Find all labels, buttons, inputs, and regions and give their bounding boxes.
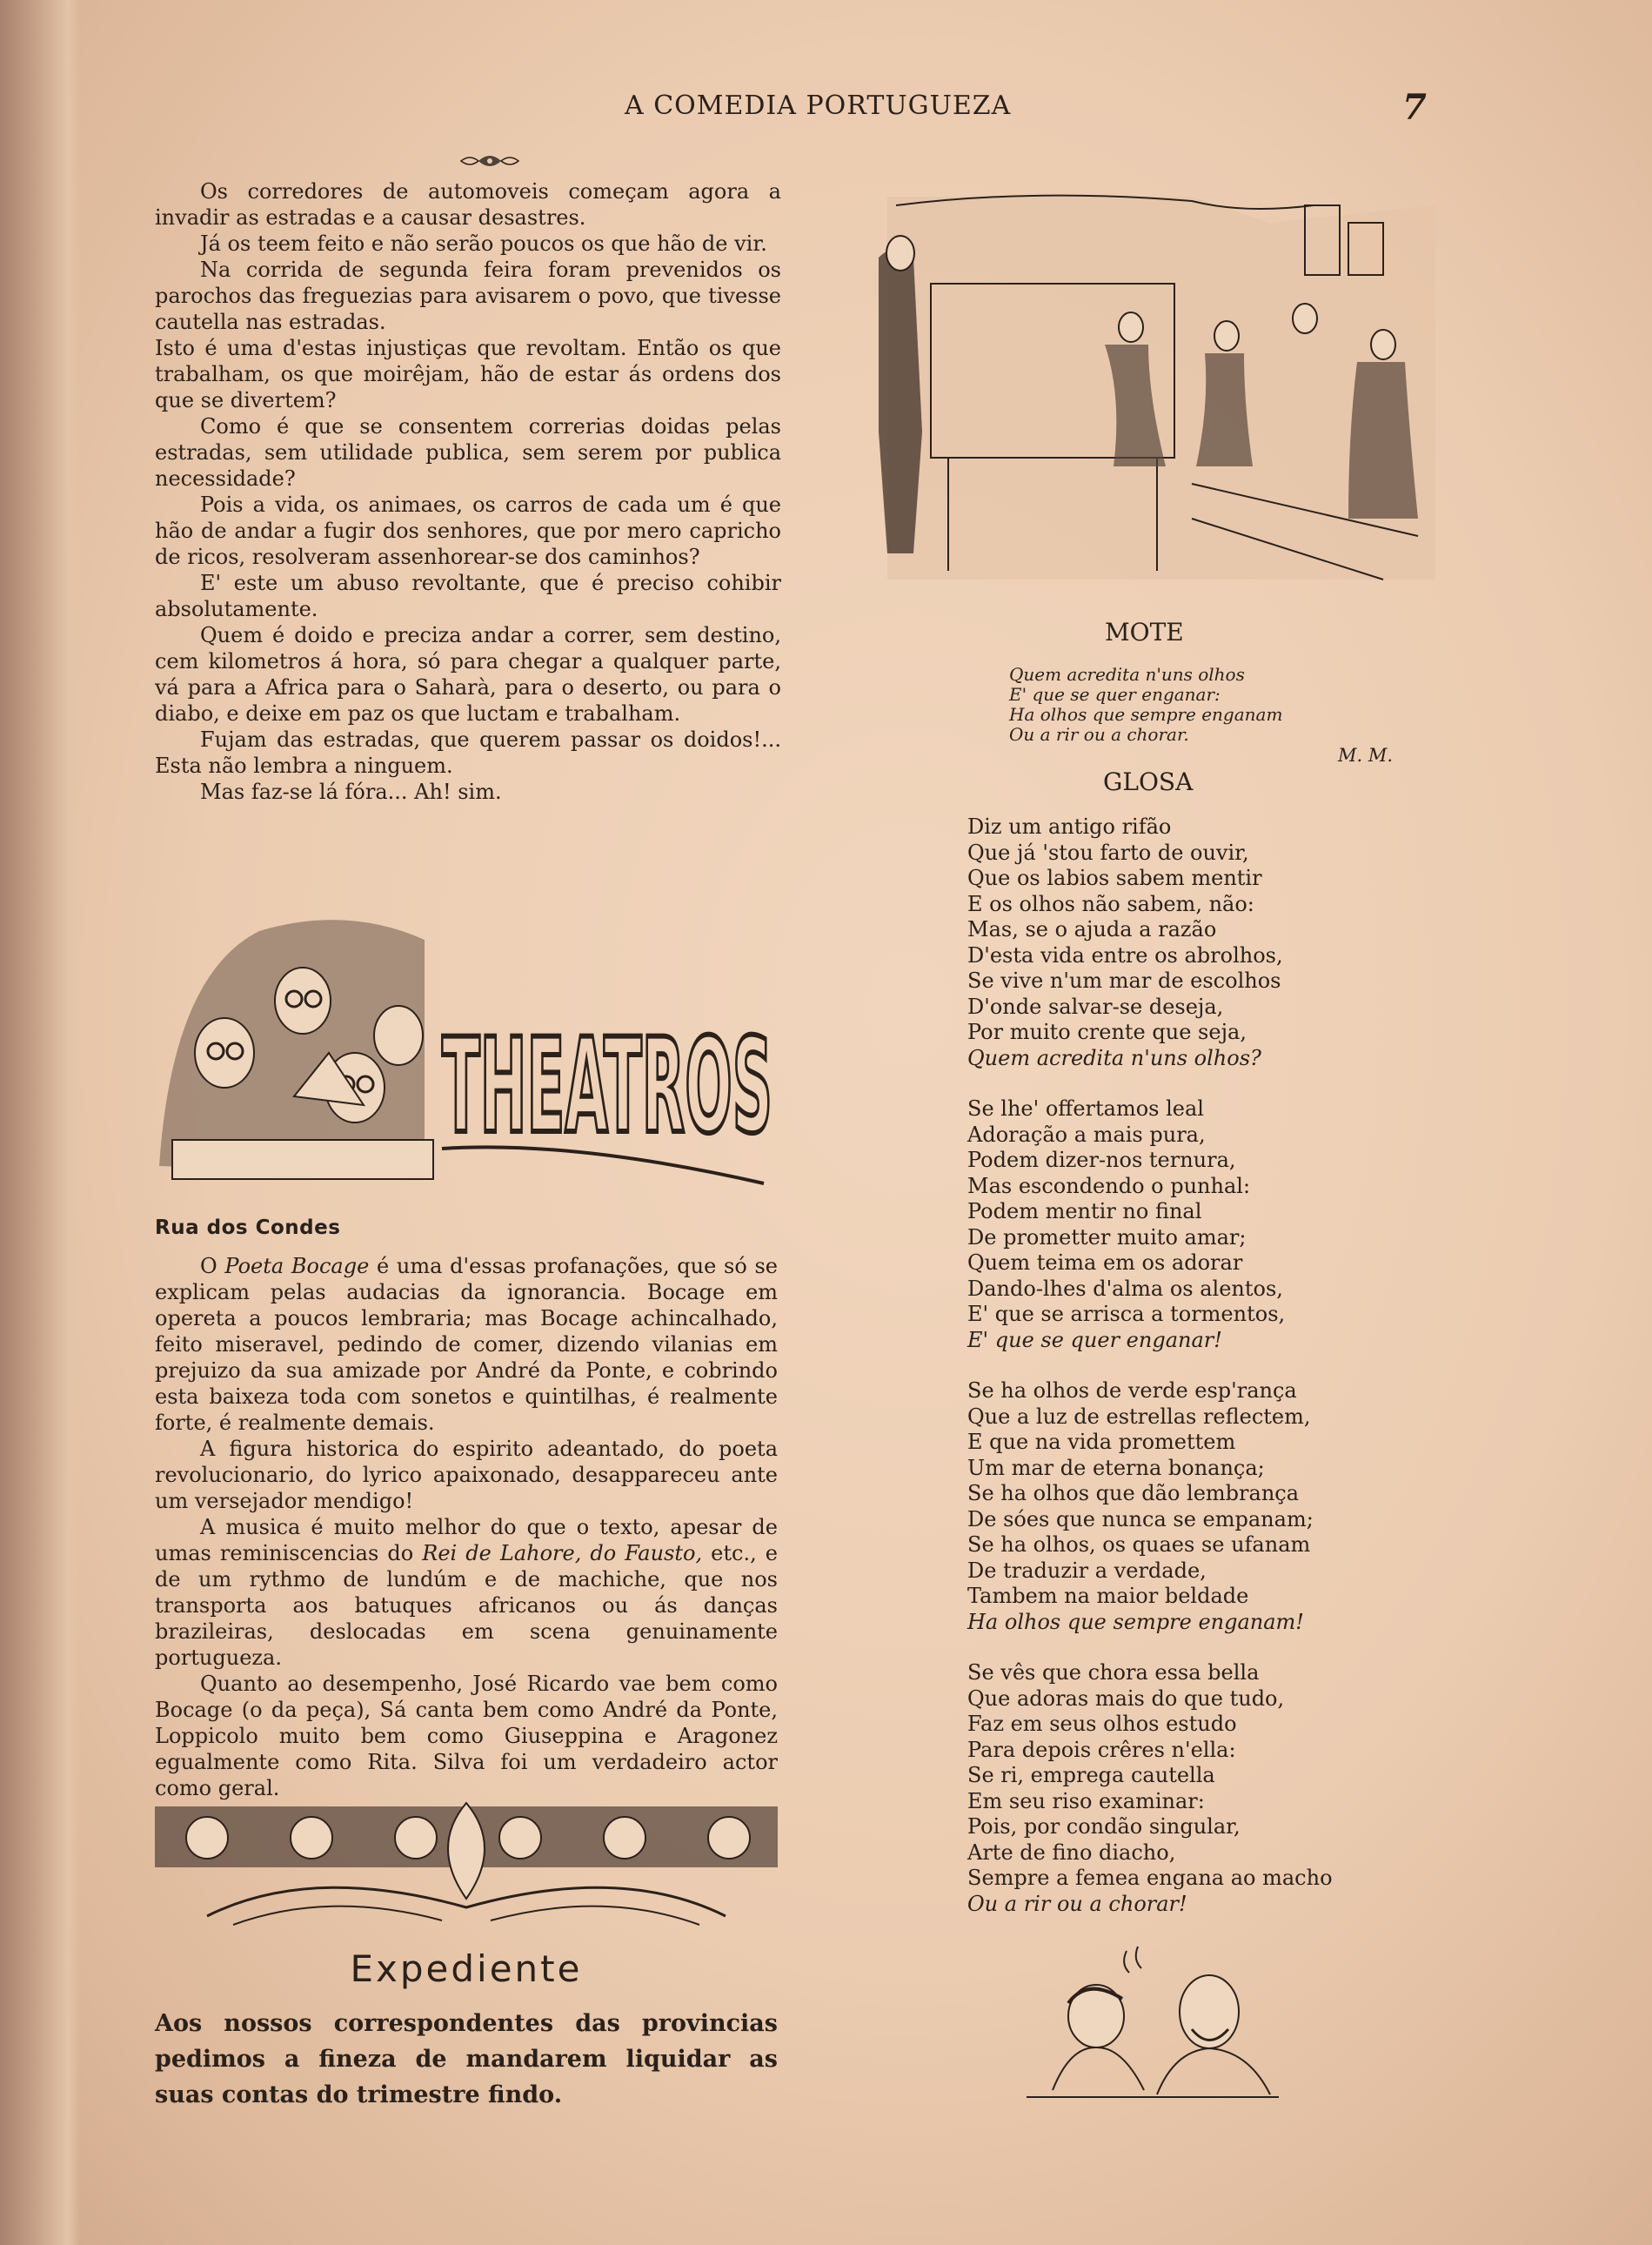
paragraph: Mas faz-se lá fóra... Ah! sim. bbox=[200, 780, 502, 804]
page-header bbox=[0, 87, 1652, 128]
verse-line: Mas, se o ajuda a razão bbox=[967, 917, 1217, 942]
mote-line: Quem acredita n'uns olhos bbox=[1009, 664, 1245, 685]
verse-line: Quem teima em os adorar bbox=[967, 1250, 1243, 1275]
glosa-poem bbox=[967, 814, 1376, 1942]
mote-line: Ou a rir ou a chorar. bbox=[1009, 724, 1189, 745]
review-text: A musica é muito melhor do que o texto, apesar de umas reminiscencias do bbox=[155, 1515, 778, 1565]
verse-line: De prometter muito amar; bbox=[967, 1224, 1247, 1250]
verse-line: Diz um antigo rifão bbox=[967, 814, 1172, 839]
review-text: etc., e de um rythmo de lundúm e de machiche, que nos transporta aos batuques africanos ou ás danças brazileiras, deslocadas em scena genuinamente portugueza. bbox=[155, 1541, 778, 1670]
verse-line: Se ha olhos, os quaes se ufanam bbox=[967, 1532, 1311, 1557]
refrain-line: E' que se quer enganar! bbox=[967, 1327, 1222, 1352]
paragraph: Isto é uma d'estas injustiças que revoltam. Então os que trabalham, os que moirêjam, hão de estar ás ordens dos que se divertem? bbox=[155, 336, 781, 412]
verse-line: E os olhos não sabem, não: bbox=[967, 891, 1254, 916]
verse-line: Arte de fino diacho, bbox=[967, 1840, 1176, 1865]
verse-line: Pois, por condão singular, bbox=[967, 1814, 1241, 1839]
review-text: O bbox=[200, 1254, 225, 1278]
review-paragraph: Quanto ao desempenho, José Ricardo vae bem como Bocage (o da peça), Sá canta bem como André da Ponte, Loppicolo muito bem como Giuseppina e Aragonez egualmente como Rita. Silva foi um verdadeiro actor como geral. bbox=[155, 1672, 778, 1800]
verse-line: Faz em seus olhos estudo bbox=[967, 1712, 1237, 1736]
glosa-title: GLOSA bbox=[1103, 767, 1194, 796]
paragraph: Quem é doido e preciza andar a correr, sem destino, cem kilometros á hora, só para chegar a qualquer parte, vá para a Africa para o Saharà, para o deserto, ou para o diabo, e deixe em paz os que luctam e trabalham. bbox=[155, 623, 781, 726]
play-title: Poeta Bocage bbox=[224, 1254, 370, 1278]
left-column-article bbox=[155, 178, 781, 805]
paragraph: Fujam das estradas, que querem passar os doidos!... Esta não lembra a ninguem. bbox=[155, 727, 781, 778]
verse-line: Se vive n'um mar de escolhos bbox=[967, 968, 1281, 993]
section-heading: Rua dos Condes bbox=[155, 1216, 341, 1239]
paragraph: Na corrida de segunda feira foram prevenidos os parochos das freguezias para avisarem o povo, que tivesse cautella nas estradas. bbox=[155, 258, 781, 334]
verse-line: Se lhe' offertamos leal bbox=[967, 1096, 1204, 1121]
stanza bbox=[967, 814, 1376, 1071]
verse-line: D'esta vida entre os abrolhos, bbox=[967, 942, 1283, 968]
running-title: A COMEDIA PORTUGUEZA bbox=[625, 90, 1012, 121]
paragraph: Como é que se consentem correrias doidas pelas estradas, sem utilidade publica, sem serem por publica necessidade? bbox=[155, 414, 781, 491]
mote-title: MOTE bbox=[1105, 618, 1184, 647]
paragraph: Os corredores de automoveis começam agora a invadir as estradas e a causar desastres. bbox=[155, 179, 781, 230]
paragraph: E' este um abuso revoltante, que é preciso cohibir absolutamente. bbox=[155, 571, 781, 621]
mote-verse bbox=[1009, 665, 1282, 745]
theatre-audience-illustration bbox=[155, 905, 778, 1192]
salon-musicians-illustration bbox=[861, 171, 1453, 597]
verse-line: E' que se arrisca a tormentos, bbox=[967, 1302, 1286, 1326]
verse-line: Se ha olhos que dão lembrança bbox=[967, 1481, 1300, 1505]
theatros-banner-text: THEATROS bbox=[442, 1011, 772, 1163]
page-number: 7 bbox=[1402, 87, 1427, 128]
verse-line: D'onde salvar-se deseja, bbox=[967, 994, 1224, 1019]
verse-line: E que na vida promettem bbox=[967, 1430, 1236, 1454]
verse-line: Por muito crente que seja, bbox=[967, 1020, 1247, 1044]
mote-signature: M. M. bbox=[1338, 745, 1394, 766]
verse-line: Dando-lhes d'alma os alentos, bbox=[967, 1276, 1283, 1301]
review-paragraph bbox=[155, 1514, 778, 1671]
verse-line: Que já 'stou farto de ouvir, bbox=[967, 840, 1249, 865]
fleuron-icon bbox=[459, 152, 520, 170]
binding-spine-shadow bbox=[0, 0, 80, 2245]
verse-line: Adoração a mais pura, bbox=[967, 1122, 1206, 1147]
review-paragraph: A figura historica do espirito adeantado, do poeta revolucionario, do lyrico apaixonado, desappareceu ante um versejador mendigo! bbox=[155, 1437, 778, 1513]
verse-line: Que os labios sabem mentir bbox=[967, 866, 1262, 890]
verse-line: Que adoras mais do que tudo, bbox=[967, 1685, 1285, 1711]
verse-line: De traduzir a verdade, bbox=[967, 1558, 1207, 1583]
expediente-title: Expediente bbox=[350, 1947, 583, 1990]
paragraph: Já os teem feito e não serão poucos os que hão de vir. bbox=[200, 231, 767, 256]
verse-line: Se ri, emprega cautella bbox=[967, 1763, 1215, 1787]
verse-line: Tambem na maior beldade bbox=[967, 1584, 1249, 1608]
verse-line: Se ha olhos de verde esp'rança bbox=[967, 1378, 1297, 1403]
theatre-review bbox=[155, 1253, 778, 1801]
verse-line: Sempre a femea engana ao macho bbox=[967, 1866, 1333, 1890]
verse-line: Mas escondendo o punhal: bbox=[967, 1173, 1251, 1198]
verse-line: Podem mentir no final bbox=[967, 1199, 1202, 1223]
refrain-line: Ha olhos que sempre enganam! bbox=[967, 1609, 1304, 1634]
floral-ornament-band bbox=[155, 1794, 778, 1933]
stanza bbox=[967, 1096, 1376, 1353]
verse-line: Para depois crêres n'ella: bbox=[967, 1737, 1236, 1762]
mote-line: E' que se quer enganar: bbox=[1009, 684, 1221, 705]
mote-line: Ha olhos que sempre enganam bbox=[1009, 704, 1283, 725]
verse-line: De sóes que nunca se empanam; bbox=[967, 1506, 1314, 1531]
verse-line: Podem dizer-nos ternura, bbox=[967, 1148, 1236, 1172]
review-text: é uma d'essas profanações, que só se explicam pelas audacias da ignorancia. Bocage em opereta a poucos lembraria; mas Bocage achincalhado, feito miseravel, pedindo de comer, dizendo vilanias em prejuizo da sua amizade por André da Ponte, e cobrindo esta baixeza toda com sonetos e quintilhas, é realmente forte, é realmente demais. bbox=[155, 1254, 779, 1435]
review-paragraph bbox=[155, 1253, 778, 1436]
refrain-line: Ou a rir ou a chorar! bbox=[967, 1891, 1187, 1916]
verse-line: Em seu riso examinar: bbox=[967, 1788, 1205, 1813]
refrain-line: Quem acredita n'uns olhos? bbox=[967, 1045, 1261, 1070]
stanza bbox=[967, 1378, 1376, 1635]
stanza bbox=[967, 1660, 1376, 1917]
couple-vignette-illustration bbox=[992, 1933, 1314, 2099]
expediente-notice: Aos nossos correspondentes das provincias pedimos a fineza de mandarem liquidar as suas contas do trimestre findo. bbox=[155, 2010, 778, 2108]
paragraph: Pois a vida, os animaes, os carros de cada um é que hão de andar a fugir dos senhores, que por mero capricho de ricos, resolveram assenhorear-se dos caminhos? bbox=[155, 493, 781, 569]
verse-line: Um mar de eterna bonança; bbox=[967, 1455, 1265, 1480]
verse-line: Que a luz de estrellas reflectem, bbox=[967, 1404, 1311, 1429]
verse-line: Se vês que chora essa bella bbox=[967, 1660, 1260, 1685]
work-titles: Rei de Lahore, do Fausto, bbox=[422, 1541, 703, 1565]
